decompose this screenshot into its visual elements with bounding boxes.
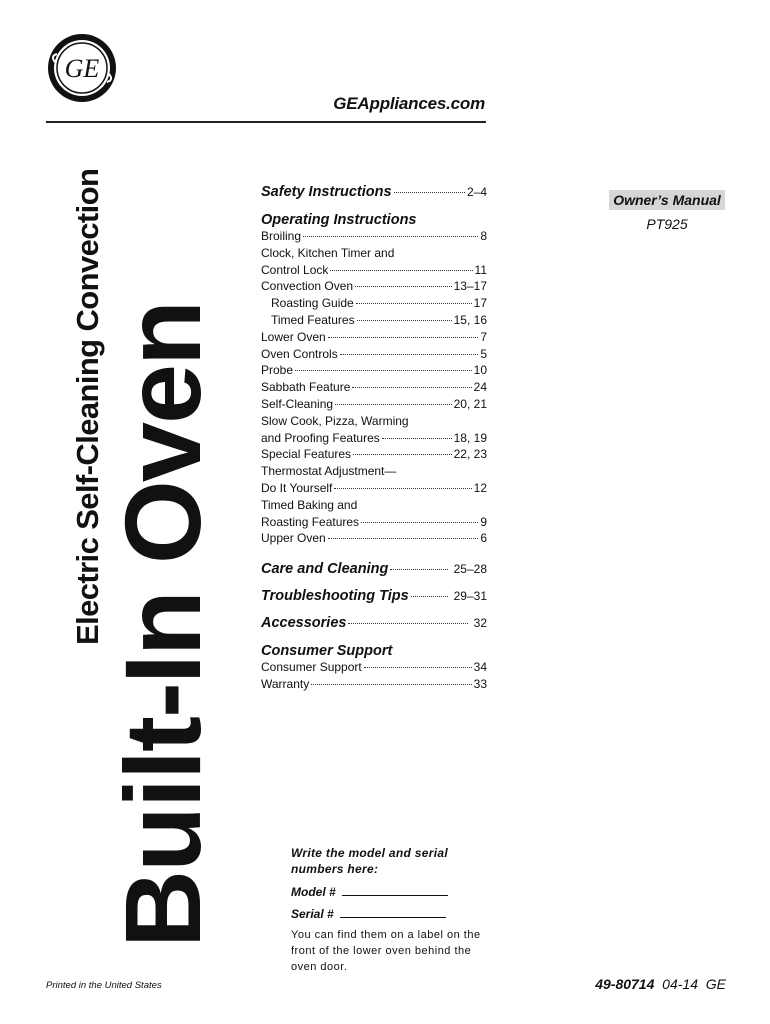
toc-item[interactable] xyxy=(261,362,487,379)
toc-item-label: and Proofing Features xyxy=(261,430,380,445)
toc-item-label: Warranty xyxy=(261,676,310,691)
toc-item-page: 12 xyxy=(473,480,487,495)
record-numbers-box xyxy=(291,845,491,975)
serial-field-label: Serial # xyxy=(291,907,334,921)
toc-item-label: Do It Yourself xyxy=(261,480,333,495)
toc-item-label: Slow Cook, Pizza, Warming xyxy=(261,413,409,428)
toc-item[interactable] xyxy=(261,346,487,363)
toc-leader xyxy=(390,569,447,570)
toc-leader xyxy=(334,488,471,489)
toc-section-pages: 2–4 xyxy=(466,185,487,199)
toc-item[interactable] xyxy=(261,228,487,245)
toc-leader xyxy=(352,387,471,388)
toc-item[interactable] xyxy=(261,480,487,497)
toc-leader xyxy=(356,303,472,304)
serial-field-line xyxy=(340,917,446,918)
header-rule xyxy=(46,121,486,123)
toc-section-title: Operating Instructions xyxy=(261,212,417,228)
toc-leader xyxy=(357,320,452,321)
toc-item-page: 11 xyxy=(474,262,487,277)
toc-section-pages: 32 xyxy=(473,616,487,631)
toc-item-page: 20, 21 xyxy=(453,396,487,411)
toc-item[interactable] xyxy=(261,312,487,329)
toc-leader xyxy=(348,623,467,624)
model-field xyxy=(291,885,491,899)
toc-item-page: 6 xyxy=(480,531,487,546)
toc-leader xyxy=(311,684,471,685)
toc-item-page: 10 xyxy=(473,363,487,378)
toc-item-page: 15, 16 xyxy=(453,312,487,327)
toc-item[interactable] xyxy=(261,278,487,295)
toc-item-page: 7 xyxy=(480,329,487,344)
toc-item[interactable] xyxy=(261,446,487,463)
toc-item-label: Timed Baking and xyxy=(261,497,358,512)
toc-item xyxy=(261,463,487,480)
toc-item-page: 34 xyxy=(473,660,487,675)
manual-label: Owner’s Manual xyxy=(613,192,721,208)
toc-item-label: Consumer Support xyxy=(261,660,362,675)
part-number: 49-80714 xyxy=(595,976,655,992)
toc-item-label: Clock, Kitchen Timer and xyxy=(261,245,395,260)
toc-section-title: Care and Cleaning xyxy=(261,561,389,578)
toc-item-label: Oven Controls xyxy=(261,346,338,361)
toc-leader xyxy=(361,522,478,523)
toc-section-title: Safety Instructions xyxy=(261,184,392,200)
toc-item-page: 9 xyxy=(480,514,487,529)
footer-brand: GE xyxy=(705,976,726,992)
toc-leader xyxy=(303,236,478,237)
document-number xyxy=(595,976,726,992)
toc-section-operating xyxy=(261,212,487,228)
toc-item-page: 5 xyxy=(480,346,487,361)
toc-item[interactable] xyxy=(261,676,487,693)
toc-item-label: Broiling xyxy=(261,229,302,243)
toc-item[interactable] xyxy=(261,659,487,676)
svg-text:GE: GE xyxy=(64,54,100,83)
toc-item-label: Convection Oven xyxy=(261,279,354,294)
toc-section-troubleshooting[interactable] xyxy=(261,588,487,604)
toc-section-care[interactable] xyxy=(261,561,487,577)
toc-item-page: 13–17 xyxy=(453,279,487,294)
toc-item[interactable] xyxy=(261,295,487,312)
toc-leader xyxy=(382,438,452,439)
record-note: You can find them on a label on the front of the lower oven behind the oven door. xyxy=(291,929,481,973)
toc-item-page: 24 xyxy=(473,380,487,395)
toc-item[interactable] xyxy=(261,530,487,547)
consumer-items xyxy=(261,659,487,693)
toc-item-label: Sabbath Feature xyxy=(261,380,351,395)
toc-item xyxy=(261,413,487,430)
toc-section-pages: 25–28 xyxy=(453,562,487,577)
toc-item-label: Special Features xyxy=(261,447,352,462)
toc-item[interactable] xyxy=(261,329,487,346)
toc-item-page: 17 xyxy=(473,296,487,311)
toc-leader xyxy=(295,370,472,371)
model-field-line xyxy=(342,895,448,896)
model-field-label: Model # xyxy=(291,885,336,899)
toc-section-title: Troubleshooting Tips xyxy=(261,588,409,605)
toc-leader xyxy=(340,354,479,355)
model-number: PT925 xyxy=(646,216,688,232)
toc-leader xyxy=(330,270,472,271)
toc-item xyxy=(261,245,487,262)
toc-item-page: 22, 23 xyxy=(453,447,487,462)
toc-item[interactable] xyxy=(261,262,487,279)
product-subtitle: Electric Self-Cleaning Convection xyxy=(70,168,105,645)
product-title: Built-In Oven xyxy=(102,302,223,948)
record-heading: Write the model and serial numbers here: xyxy=(291,846,448,876)
website-url[interactable]: GEAppliances.com xyxy=(333,94,485,113)
toc-leader xyxy=(364,667,472,668)
table-of-contents xyxy=(261,184,487,693)
toc-item-label: Timed Features xyxy=(271,312,355,327)
toc-item-label: Self-Cleaning xyxy=(261,396,334,411)
toc-item-label: Probe xyxy=(261,363,294,378)
toc-item[interactable] xyxy=(261,379,487,396)
toc-section-pages: 29–31 xyxy=(453,589,487,604)
toc-item-label: Control Lock xyxy=(261,262,329,277)
toc-leader xyxy=(353,454,452,455)
toc-item-label: Thermostat Adjustment— xyxy=(261,464,397,479)
toc-section-safety[interactable] xyxy=(261,184,487,200)
toc-item[interactable] xyxy=(261,430,487,447)
toc-section-title: Consumer Support xyxy=(261,643,393,660)
toc-section-accessories[interactable] xyxy=(261,615,487,631)
toc-item-label: Roasting Features xyxy=(261,514,360,529)
toc-leader xyxy=(394,192,465,193)
print-date: 04-14 xyxy=(662,976,698,992)
toc-item xyxy=(261,497,487,514)
toc-section-title: Accessories xyxy=(261,615,347,632)
toc-item-label: Lower Oven xyxy=(261,329,326,344)
toc-leader xyxy=(335,404,452,405)
toc-leader xyxy=(411,596,448,597)
toc-leader xyxy=(328,538,479,539)
toc-item[interactable] xyxy=(261,514,487,531)
toc-leader xyxy=(355,286,452,287)
toc-item-page: 33 xyxy=(473,676,487,691)
toc-item[interactable] xyxy=(261,396,487,413)
toc-item-label: Upper Oven xyxy=(261,531,326,546)
toc-leader xyxy=(328,337,479,338)
operating-items xyxy=(261,228,487,547)
toc-item-page: 18, 19 xyxy=(453,430,487,445)
printed-in: Printed in the United States xyxy=(46,980,162,991)
serial-field xyxy=(291,907,491,921)
toc-section-consumer xyxy=(261,643,487,659)
toc-item-page: 8 xyxy=(480,229,487,243)
toc-item-label: Roasting Guide xyxy=(271,296,354,311)
